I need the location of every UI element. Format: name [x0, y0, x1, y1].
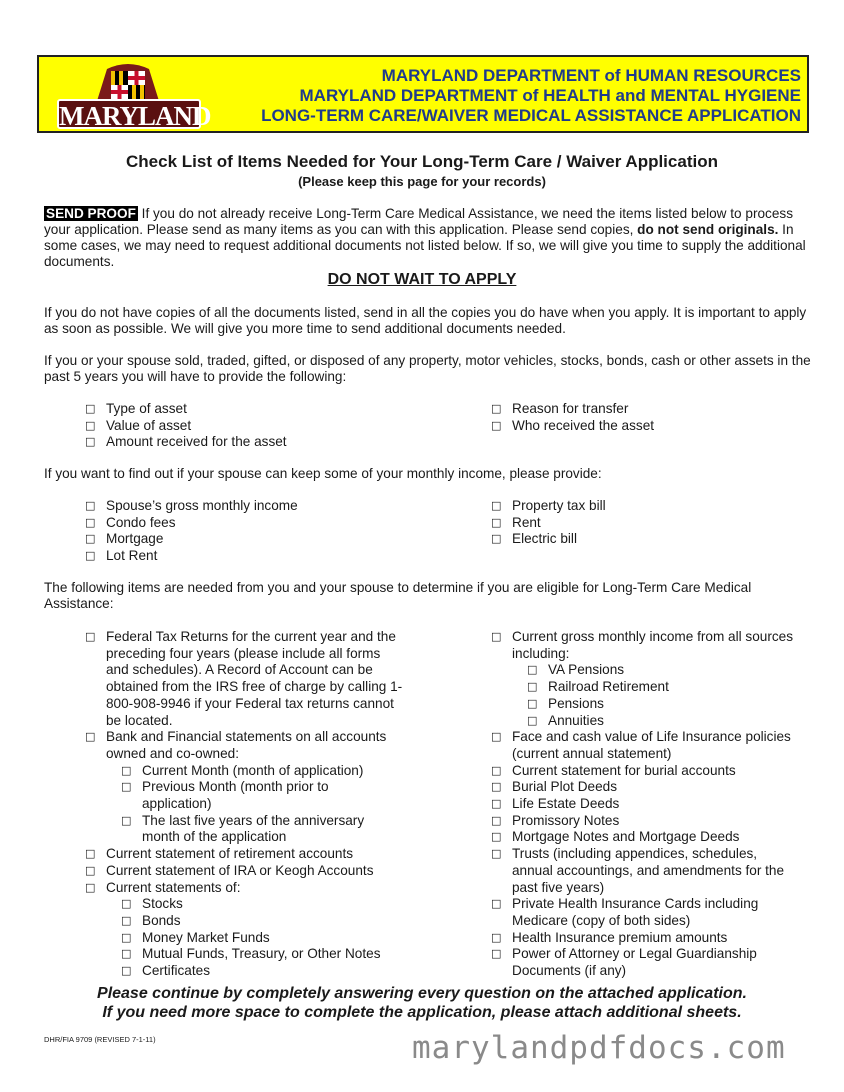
checkbox-icon: □ [491, 730, 502, 744]
checklist-item: □ Current statement of retirement accounts [85, 846, 354, 862]
checklist-subitem: □ Current Month (month of application) [121, 762, 364, 778]
watermark: marylandpdfdocs.com [412, 1030, 786, 1066]
checkbox-icon: □ [491, 813, 502, 827]
header-banner [37, 55, 809, 133]
checkbox-icon: □ [491, 947, 502, 961]
checklist-subitem: □ VA Pensions [527, 662, 625, 678]
banner-line-dhr: MARYLAND DEPARTMENT of HUMAN RESOURCES [381, 66, 801, 85]
checkbox-icon: □ [491, 830, 502, 844]
checkbox-icon: □ [85, 880, 96, 894]
checklist-item: □ Rent [491, 514, 541, 530]
checklist-item: □ Burial Plot Deeds [491, 779, 618, 795]
checkbox-icon: □ [121, 930, 132, 944]
checklist-item: □ Bank and Financial statements on all accounts owned and co-owned: [85, 729, 387, 761]
income-list-right [491, 498, 606, 548]
checklist-subitem: □ Money Market Funds [121, 929, 270, 945]
maryland-logo [57, 63, 211, 131]
checklist-subitem: □ Bonds [121, 912, 181, 928]
checklist-item: □ Mortgage [85, 531, 164, 547]
send-proof-bold: do not send originals. [637, 222, 779, 237]
assets-list-right [491, 401, 654, 434]
send-proof-text: If you do not already receive Long-Term Care Medical Assistance, we need the items listed below to process your application. Please send as many items as you can with this application. Please send copies, [44, 206, 793, 237]
checklist-subitem: □ Stocks [121, 896, 183, 912]
send-proof-paragraph [44, 206, 814, 270]
eligibility-paragraph: The following items are needed from you and your spouse to determine if you are eligible for Long-Term Care Medical Assistance: [44, 580, 752, 611]
checklist-item: □ Life Estate Deeds [491, 796, 620, 812]
checkbox-icon: □ [491, 402, 502, 415]
checklist-subitem: □ Railroad Retirement [527, 679, 669, 695]
checklist-item: □ Health Insurance premium amounts [491, 929, 728, 945]
checkbox-icon: □ [85, 863, 96, 877]
checkbox-icon: □ [85, 730, 96, 744]
checklist-item: □ Face and cash value of Life Insurance policies (current annual statement) [491, 729, 791, 761]
checklist-subitem: □ Certificates [121, 963, 210, 979]
checklist-item: □ Value of asset [85, 417, 192, 433]
checkbox-icon: □ [85, 630, 96, 643]
logo-text: MARYLAND [59, 101, 211, 131]
assets-list-left [85, 401, 287, 451]
checkbox-icon: □ [121, 780, 132, 794]
checkbox-icon: □ [491, 418, 502, 432]
checklist-subitem: □ The last five years of the anniversary month of the application [121, 812, 365, 845]
checklist-item: □ Power of Attorney or Legal Guardianship Documents (if any) [491, 946, 757, 979]
closing-line-1: Please continue by completely answering every question on the attached application. [97, 985, 747, 1002]
checkbox-icon: □ [85, 549, 96, 563]
checkbox-icon: □ [121, 897, 132, 911]
checkbox-icon: □ [491, 763, 502, 777]
checklist-subitem: □ Mutual Funds, Treasury, or Other Notes [121, 946, 381, 962]
checkbox-icon: □ [491, 780, 502, 794]
checklist-item: □ Promissory Notes [491, 812, 620, 828]
income-list-left [85, 498, 298, 565]
do-not-wait-heading: DO NOT WAIT TO APPLY [327, 271, 517, 288]
checklist-item: □ Type of asset [85, 401, 187, 416]
checkbox-icon: □ [85, 515, 96, 529]
checkbox-icon: □ [491, 499, 502, 512]
checkbox-icon: □ [491, 515, 502, 529]
checkbox-icon: □ [527, 696, 538, 710]
banner-titles [261, 66, 801, 126]
checklist-item: □ Condo fees [85, 514, 176, 530]
checklist-item: □ Who received the asset [491, 417, 655, 433]
checklist-item: □ Amount received for the asset [85, 434, 287, 450]
checklist-subitem: □ Annuities [527, 712, 604, 728]
checklist-item: □ Current statement of IRA or Keogh Accounts [85, 862, 374, 878]
checkbox-icon: □ [491, 930, 502, 944]
checklist-subitem: □ Pensions [527, 695, 604, 711]
checkbox-icon: □ [491, 630, 502, 643]
checkbox-icon: □ [491, 797, 502, 811]
checkbox-icon: □ [85, 847, 96, 861]
checkbox-icon: □ [491, 897, 502, 911]
checklist-item: □ Property tax bill [491, 498, 606, 513]
checklist-item: □ Spouse’s gross monthly income [85, 498, 298, 513]
checkbox-icon: □ [121, 913, 132, 927]
maryland-flag-icon [95, 63, 161, 103]
checkbox-icon: □ [121, 947, 132, 961]
checkbox-icon: □ [527, 713, 538, 727]
checklist-item: □ Federal Tax Returns for the current year and the preceding four years (please include all forms and schedules). A Record of Account can be obtained from the IRS free of charge by calling 1-800-908-9946 if your Federal tax returns cannot be located. [85, 629, 403, 728]
checklist-item: □ Current gross monthly income from all sources including: [491, 629, 794, 661]
checkbox-icon: □ [85, 402, 96, 415]
copies-paragraph: If you do not have copies of all the documents listed, send in all the copies you do have when you apply. It is important to apply as soon as possible. We will give you more time to send additional documents needed. [44, 305, 807, 336]
checkbox-icon: □ [121, 964, 132, 978]
page-title: Check List of Items Needed for Your Long-Term Care / Waiver Application [126, 152, 718, 171]
checklist-subitem: □ Previous Month (month prior to application) [121, 779, 329, 812]
send-proof-label: SEND PROOF [46, 206, 136, 221]
checklist-item: □ Lot Rent [85, 548, 158, 564]
checklist-item: □ Current statement for burial accounts [491, 762, 736, 778]
checklist-item: □ Private Health Insurance Cards including Medicare (copy of both sides) [491, 896, 759, 928]
eligibility-list-right [491, 629, 801, 980]
checkbox-icon: □ [121, 763, 132, 777]
checkbox-icon: □ [85, 532, 96, 546]
closing-line-2: If you need more space to complete the application, please attach additional sheets. [102, 1004, 742, 1021]
banner-line-dhmh: MARYLAND DEPARTMENT of HEALTH and MENTAL HYGIENE [299, 86, 801, 105]
eligibility-list-left [85, 629, 405, 980]
checklist-item: □ Trusts (including appendices, schedules, annual accountings, and amendments for the past five years) [491, 846, 785, 895]
checkbox-icon: □ [85, 418, 96, 432]
checkbox-icon: □ [85, 435, 96, 449]
form-number: DHR/FIA 9709 (REVISED 7-1-11) [44, 1035, 156, 1044]
checkbox-icon: □ [121, 813, 132, 827]
checklist-item: □ Current statements of: [85, 879, 241, 895]
assets-paragraph: If you or your spouse sold, traded, gifted, or disposed of any property, motor vehicles, stocks, bonds, cash or other assets in the past 5 years you will have to provide the following: [44, 353, 811, 384]
checkbox-icon: □ [527, 663, 538, 677]
checklist-item: □ Reason for transfer [491, 401, 629, 416]
income-paragraph: If you want to find out if your spouse can keep some of your monthly income, please provide: [44, 466, 602, 481]
checklist-item: □ Electric bill [491, 531, 577, 547]
checklist-item: □ Mortgage Notes and Mortgage Deeds [491, 829, 740, 845]
checkbox-icon: □ [491, 532, 502, 546]
checkbox-icon: □ [85, 499, 96, 512]
checkbox-icon: □ [527, 680, 538, 694]
page-subtitle: (Please keep this page for your records) [298, 174, 546, 189]
send-proof-text-2: In some cases, we may need to request additional documents not listed below. If so, we will give you time to supply the additional documents. [44, 222, 806, 269]
banner-line-application: LONG-TERM CARE/WAIVER MEDICAL ASSISTANCE APPLICATION [261, 106, 801, 125]
checkbox-icon: □ [491, 847, 502, 861]
